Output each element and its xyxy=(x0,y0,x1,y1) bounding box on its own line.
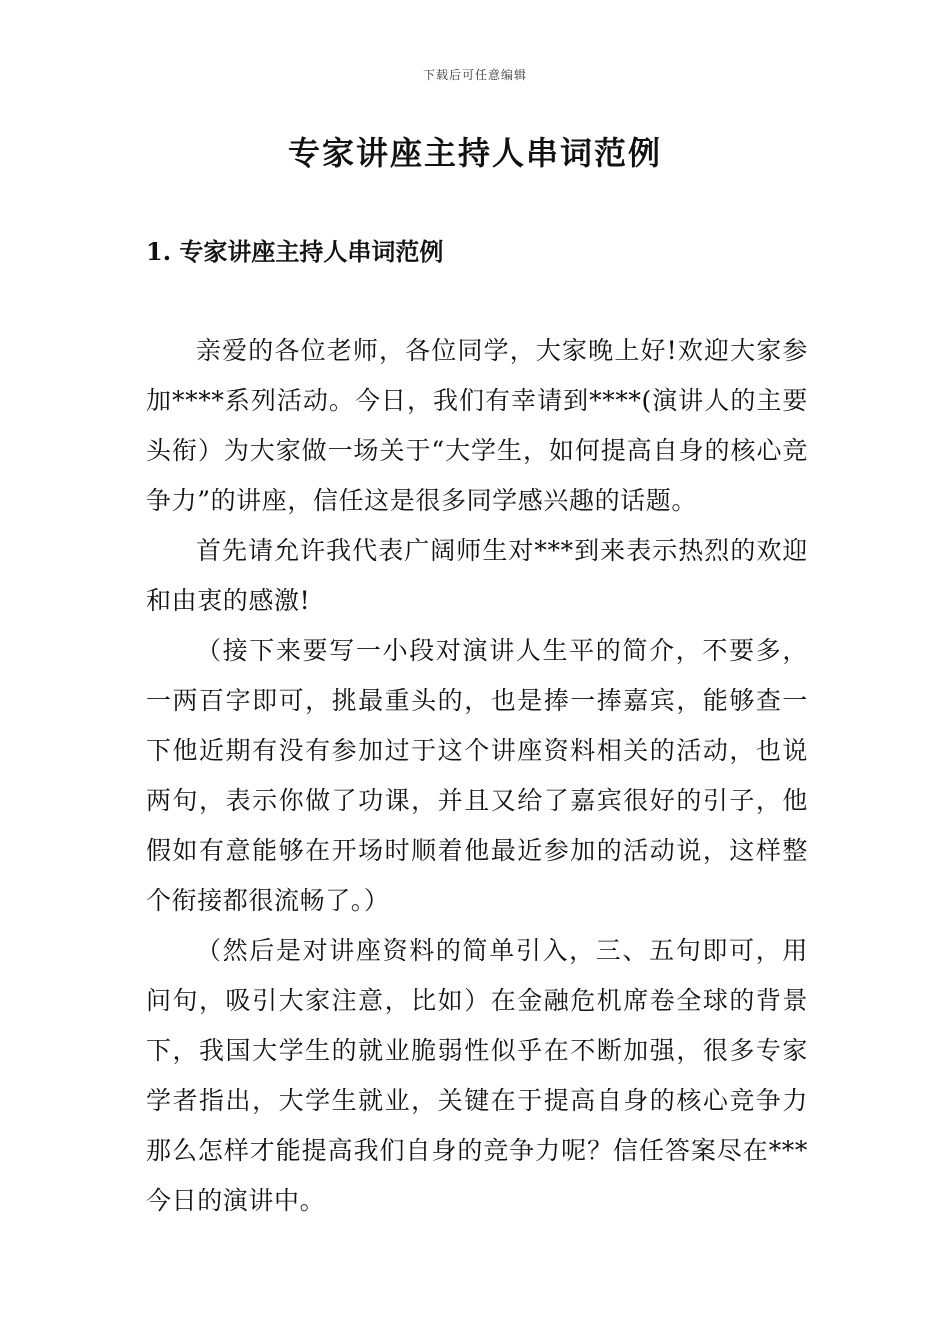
paragraph-topic-intro: （然后是对讲座资料的简单引入，三、五句即可，用问句，吸引大家注意，比如）在金融危机席卷全球的背景下，我国大学生的就业脆弱性似乎在不断加强，很多专家学者指出，大学生就业，关键在于提高自身的核心竞争力那么怎样才能提高我们自身的竞争力呢？信任答案尽在***今日的演讲中。 xyxy=(146,936,808,1215)
paragraph-speaker-intro: （接下来要写一小段对演讲人生平的简介，不要多，一两百字即可，挑最重头的，也是捧一捧嘉宾，能够查一下他近期有没有参加过于这个讲座资料相关的活动，也说两句，表示你做了功课，并且又给了嘉宾很好的引子，他假如有意能够在开场时顺着他最近参加的活动说，这样整个衔接都很流畅了。） xyxy=(146,636,808,915)
header-note: 下载后可任意编辑 xyxy=(422,68,527,82)
document-body xyxy=(146,326,808,1226)
document-title: 专家讲座主持人串词范例 xyxy=(287,134,662,172)
paragraph-greeting: 亲爱的各位老师，各位同学，大家晚上好!欢迎大家参加****系列活动。今日，我们有幸请到****(演讲人的主要头衔）为大家做一场关于“大学生，如何提高自身的核心竞争力”的讲座，信任这是很多同学感兴趣的话题。 xyxy=(146,336,808,515)
section-heading: 1. 专家讲座主持人串词范例 xyxy=(146,237,444,266)
paragraph-welcome: 首先请允许我代表广阔师生对***到来表示热烈的欢迎和由衷的感激! xyxy=(146,536,808,615)
